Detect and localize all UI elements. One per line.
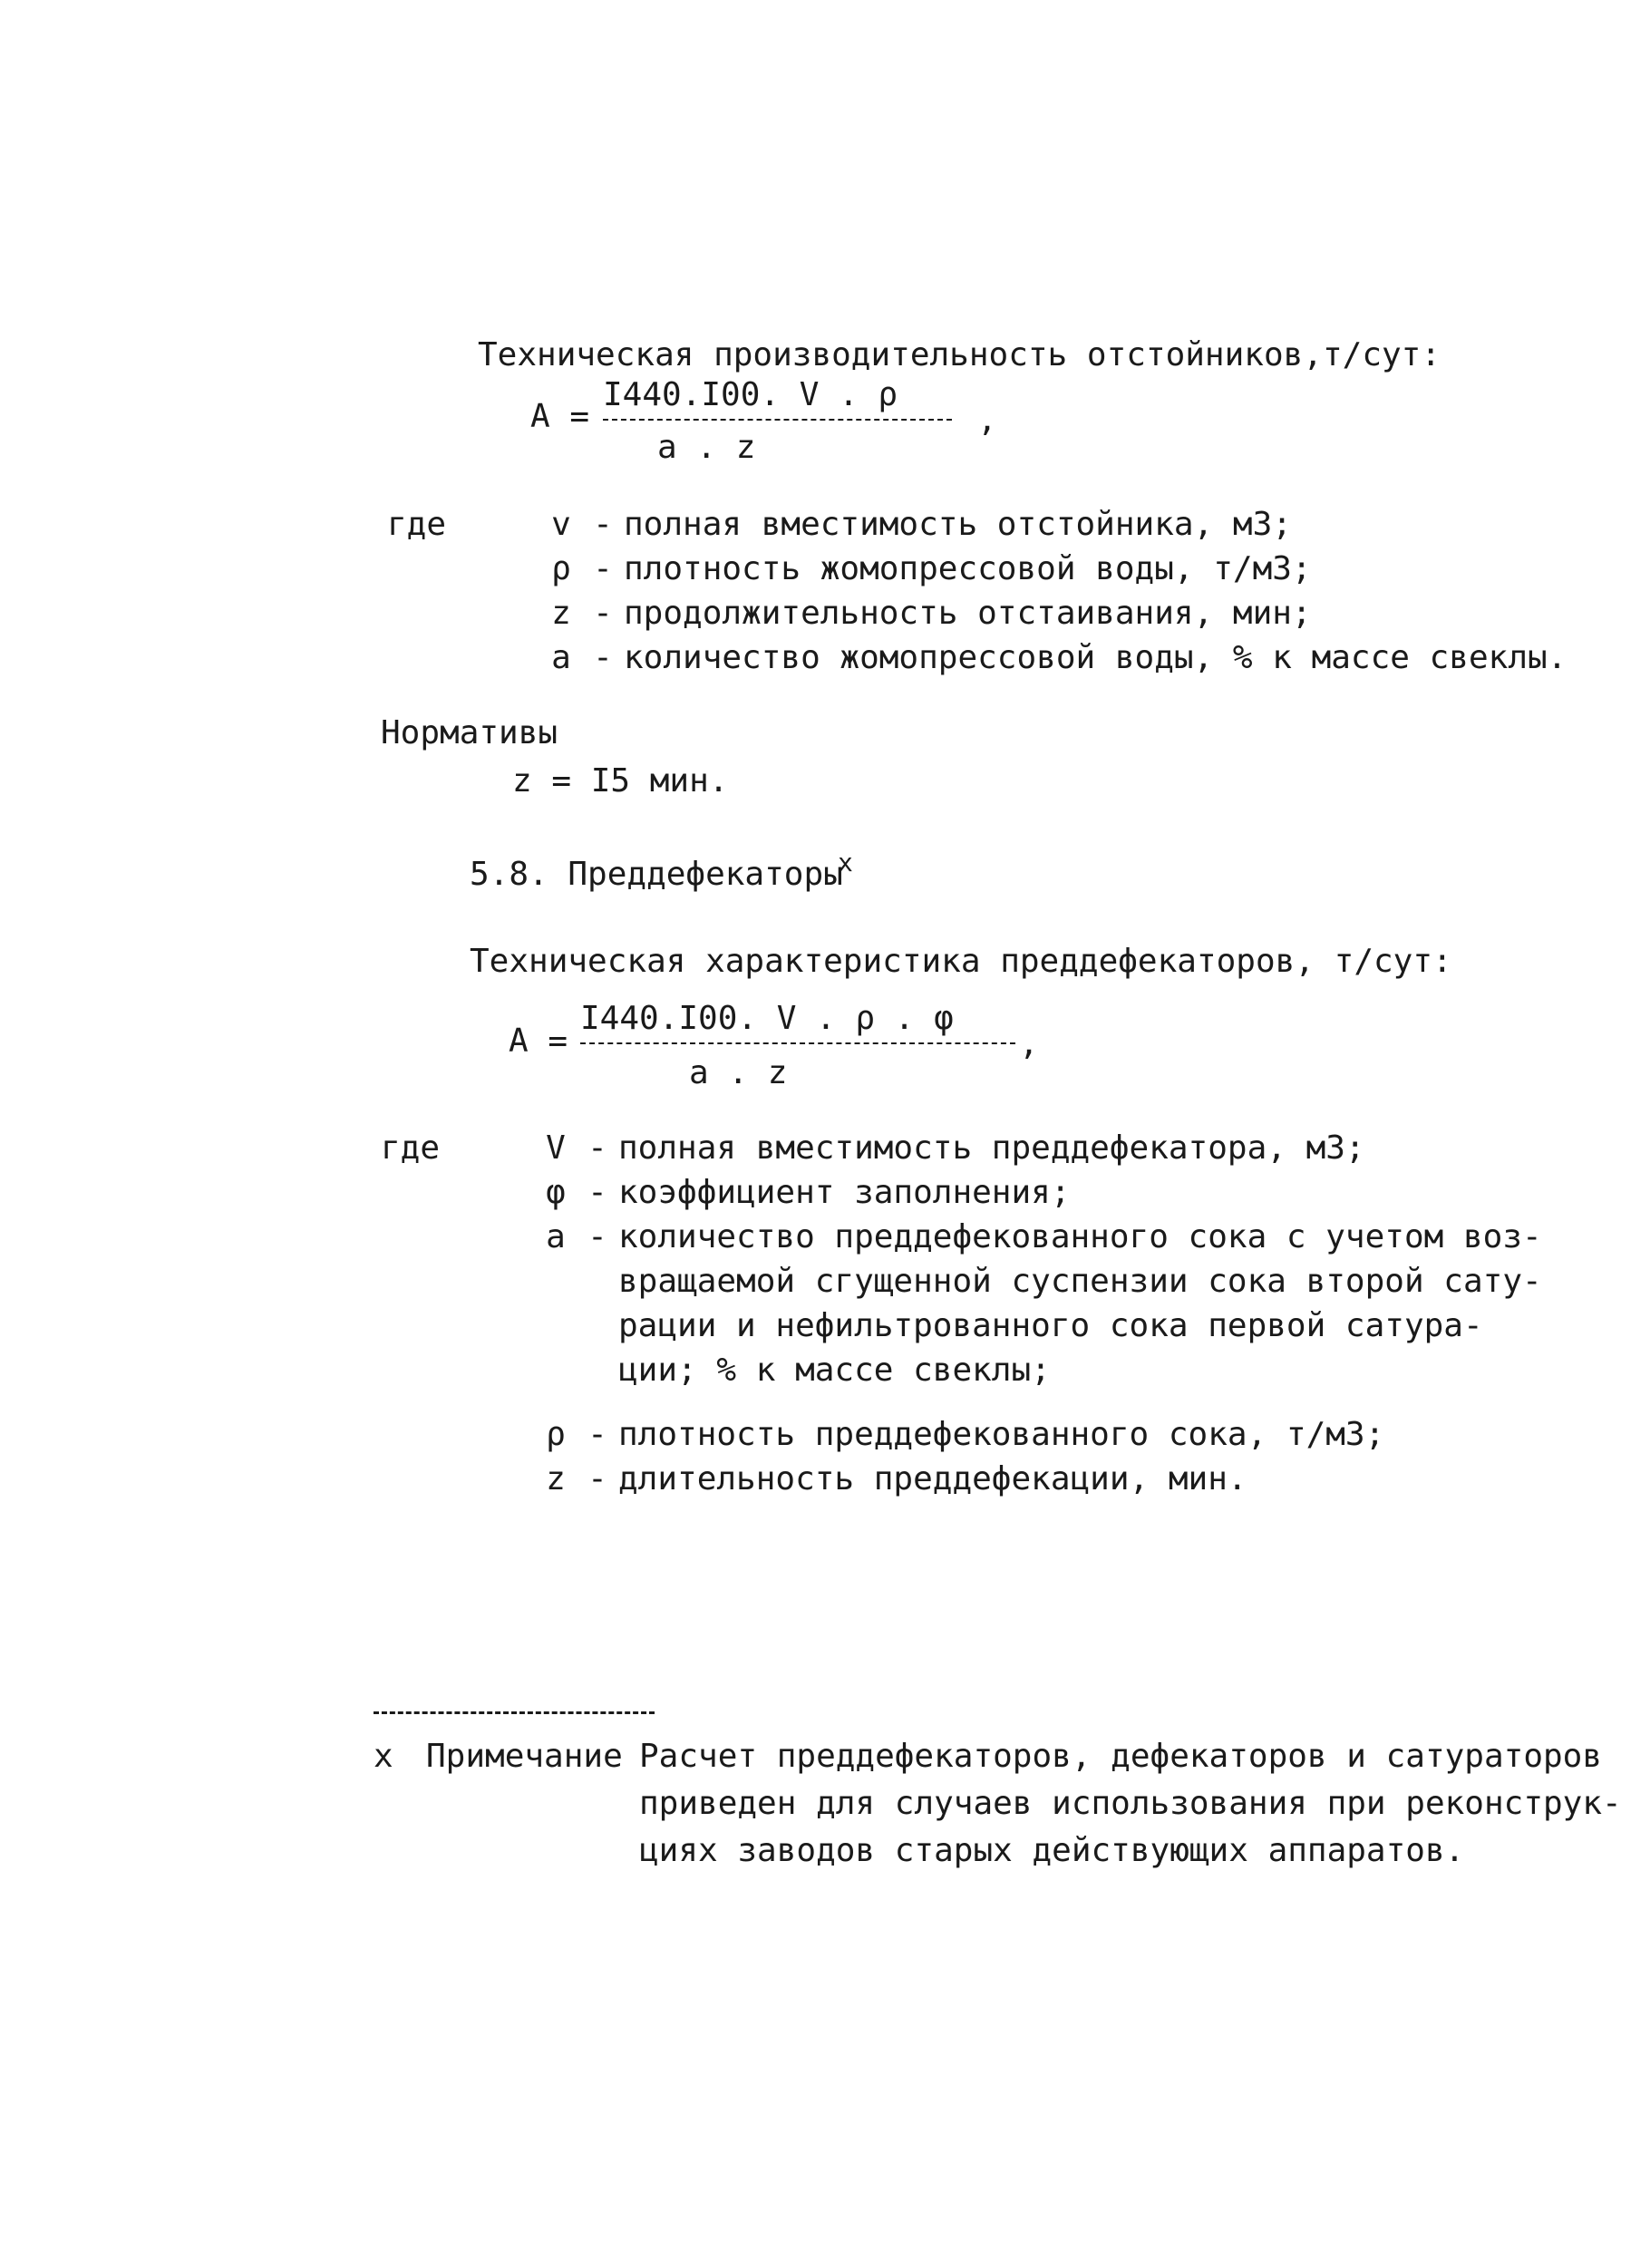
def-text: количество преддефекованного сока с учетом воз- (618, 1218, 1542, 1255)
def-continuation: рации и нефильтрованного сока первой сатура- (618, 1307, 1483, 1344)
def-symbol: φ (546, 1174, 566, 1211)
footnote-label: Примечание (426, 1738, 623, 1775)
def-dash: - (593, 595, 613, 632)
def-text: количество жомопрессовой воды, % к массе свеклы. (624, 639, 1568, 676)
section1-formula-trail: , (977, 402, 997, 439)
section1-def-row (540, 592, 1312, 635)
section1-formula-denominator: a . z (657, 429, 756, 466)
def-symbol: ρ (546, 1416, 566, 1453)
def-symbol: V (546, 1129, 566, 1167)
def-dash: - (593, 550, 613, 587)
section2-def-row (535, 1171, 1071, 1215)
footnote-line: Расчет преддефекаторов, дефекаторов и сатураторов (639, 1738, 1603, 1775)
def-dash: - (593, 506, 613, 543)
def-continuation: ции; % к массе свеклы; (618, 1352, 1051, 1389)
section1-where-label: где (387, 506, 447, 543)
section2-def-row (535, 1458, 1247, 1501)
def-text: длительность преддефекации, мин. (618, 1460, 1247, 1497)
def-dash: - (587, 1460, 607, 1497)
def-symbol: ρ (551, 550, 571, 587)
section2-def-row (535, 1127, 1365, 1170)
def-continuation: вращаемой сгущенной суспензии сока второй сату- (618, 1263, 1542, 1300)
section2-heading: Техническая характеристика преддефекаторов, т/сут: (470, 943, 1452, 980)
section2-def-row (535, 1413, 1384, 1457)
section2-def-row (535, 1216, 1542, 1259)
section2-where-label: где (381, 1129, 441, 1167)
def-text: полная вместимость преддефекатора, м3; (618, 1129, 1365, 1167)
def-symbol: z (546, 1460, 566, 1497)
section2-formula-bar (580, 1042, 1015, 1044)
def-dash: - (587, 1174, 607, 1211)
section1-formula-bar (603, 419, 952, 421)
def-text: полная вместимость отстойника, м3; (624, 506, 1292, 543)
footnote-line: приведен для случаев использования при реконструк- (639, 1785, 1622, 1822)
def-symbol: a (551, 639, 571, 676)
def-dash: - (587, 1416, 607, 1453)
section1-def-row (540, 636, 1567, 680)
def-text: плотность жомопрессовой воды, т/м3; (624, 550, 1312, 587)
def-text: продолжительность отстаивания, мин; (624, 595, 1312, 632)
section1-formula-lhs: A = (530, 398, 590, 435)
section1-def-row (540, 503, 1292, 547)
section2-formula-denominator: a . z (689, 1054, 788, 1091)
def-dash: - (587, 1129, 607, 1167)
section1-heading: Техническая производительность отстойников,т/сут: (478, 336, 1441, 373)
footnote-separator (374, 1711, 655, 1714)
def-text: коэффициент заполнения; (618, 1174, 1071, 1211)
section2-formula-trail: , (1019, 1025, 1039, 1062)
section2-title: 5.8. Преддефекаторы (470, 856, 843, 893)
footnote-line: циях заводов старых действующих аппаратов. (639, 1832, 1465, 1869)
section1-formula-numerator: I440.I00. V . ρ (603, 376, 898, 413)
def-symbol: z (551, 595, 571, 632)
def-symbol: v (551, 506, 571, 543)
def-dash: - (593, 639, 613, 676)
section2-formula-lhs: A = (509, 1023, 568, 1060)
normatives-label: Нормативы (381, 714, 558, 751)
def-symbol: a (546, 1218, 566, 1255)
def-text: плотность преддефекованного сока, т/м3; (618, 1416, 1385, 1453)
section2-formula-numerator: I440.I00. V . ρ . φ (580, 1000, 954, 1037)
section2-title-mark: х (838, 848, 853, 877)
section1-def-row (540, 548, 1312, 591)
def-dash: - (587, 1218, 607, 1255)
footnote-mark: х (374, 1738, 393, 1775)
normative-value: z = I5 мин. (512, 762, 729, 800)
